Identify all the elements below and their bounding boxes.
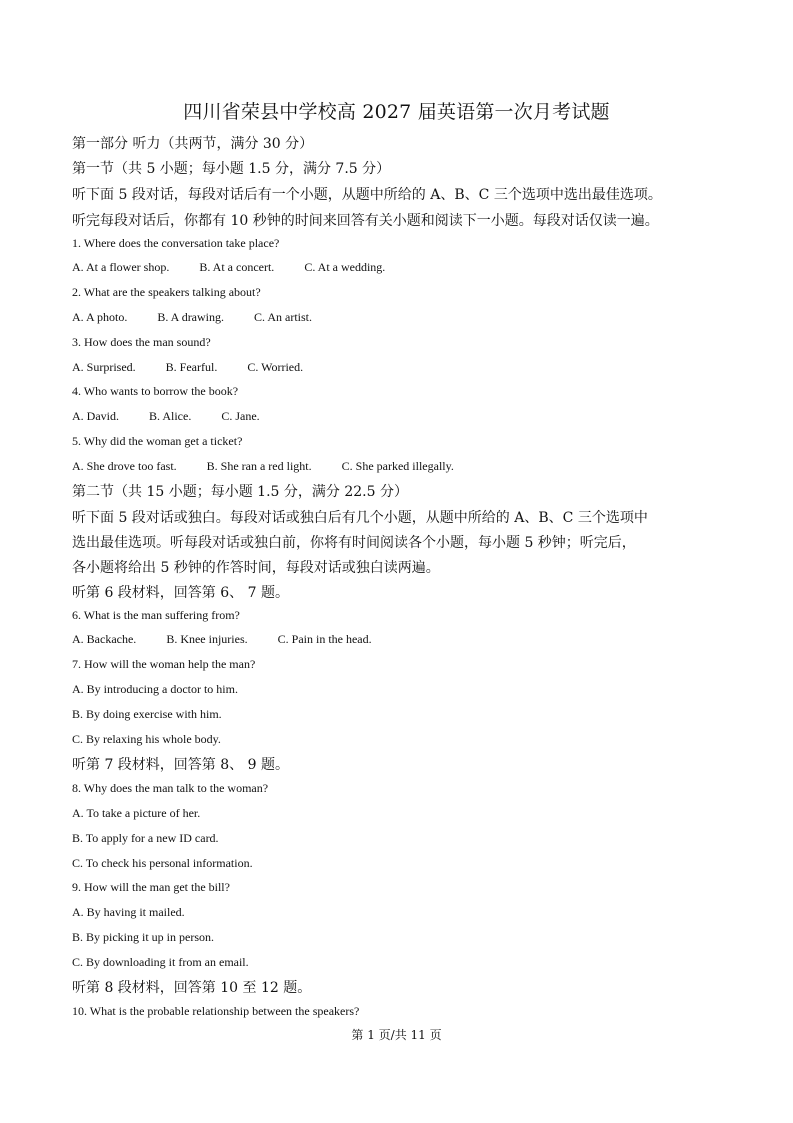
option: B. At a concert. — [199, 260, 275, 274]
option: C. She parked illegally. — [341, 459, 454, 473]
question: 5. Why did the woman get a ticket? — [72, 434, 243, 448]
question: 8. Why does the man talk to the woman? — [72, 781, 269, 795]
option: B. Knee injuries. — [166, 632, 248, 646]
material-heading: 听第 8 段材料，回答第 10 至 12 题。 — [72, 980, 312, 996]
option: C. By downloading it from an email. — [72, 955, 249, 969]
instruction: 听下面 5 段对话或独白。每段对话或独白后有几个小题，从题中所给的 A、B、C 三个选项中 — [72, 510, 648, 526]
question: 9. How will the man get the bill? — [72, 880, 230, 894]
question: 10. What is the probable relationship between the speakers? — [72, 1004, 360, 1018]
question: 3. How does the man sound? — [72, 335, 211, 349]
section-heading: 第二节（共 15 小题；每小题 1.5 分，满分 22.5 分） — [72, 484, 408, 500]
option: B. To apply for a new ID card. — [72, 831, 219, 845]
section-heading: 第一节（共 5 小题；每小题 1.5 分，满分 7.5 分） — [72, 161, 391, 177]
option: B. A drawing. — [157, 310, 225, 324]
option: B. By doing exercise with him. — [72, 707, 222, 721]
option: A. A photo. — [72, 310, 128, 324]
option: C. Jane. — [221, 409, 260, 423]
instruction: 听下面 5 段对话，每段对话后有一个小题，从题中所给的 A、B、C 三个选项中选出最佳选项。 — [72, 187, 662, 203]
answer-options — [72, 360, 303, 375]
option: A. By introducing a doctor to him. — [72, 682, 238, 696]
option: A. To take a picture of her. — [72, 806, 201, 820]
answer-options — [72, 260, 385, 275]
option: B. She ran a red light. — [206, 459, 312, 473]
question: 6. What is the man suffering from? — [72, 608, 240, 622]
option: A. David. — [72, 409, 119, 423]
instruction: 各小题将给出 5 秒钟的作答时间，每段对话或独白读两遍。 — [72, 560, 440, 576]
answer-options — [72, 459, 454, 474]
question: 4. Who wants to borrow the book? — [72, 384, 239, 398]
option: A. Surprised. — [72, 360, 136, 374]
instruction: 选出最佳选项。听每段对话或独白前，你将有时间阅读各个小题，每小题 5 秒钟；听完后， — [72, 535, 636, 551]
option: A. She drove too fast. — [72, 459, 177, 473]
part-heading: 第一部分 听力（共两节，满分 30 分） — [72, 136, 314, 152]
option: C. Worried. — [247, 360, 304, 374]
option: C. To check his personal information. — [72, 856, 253, 870]
question: 7. How will the woman help the man? — [72, 657, 256, 671]
answer-options — [72, 409, 260, 424]
option: B. Fearful. — [165, 360, 218, 374]
instruction: 听完每段对话后，你都有 10 秒钟的时间来回答有关小题和阅读下一小题。每段对话仅读一遍。 — [72, 213, 659, 229]
option: C. By relaxing his whole body. — [72, 732, 221, 746]
answer-options — [72, 632, 372, 647]
option: C. An artist. — [254, 310, 313, 324]
option: A. At a flower shop. — [72, 260, 170, 274]
material-heading: 听第 7 段材料，回答第 8、 9 题。 — [72, 757, 289, 773]
option: A. Backache. — [72, 632, 137, 646]
answer-options — [72, 310, 312, 325]
page-title: 四川省荣县中学校高 2027 届英语第一次月考试题 — [183, 101, 610, 123]
question: 1. Where does the conversation take place? — [72, 236, 280, 250]
option: C. At a wedding. — [304, 260, 386, 274]
option: B. By picking it up in person. — [72, 930, 214, 944]
option: C. Pain in the head. — [277, 632, 372, 646]
page-number: 第 1 页/共 11 页 — [351, 1028, 442, 1042]
question: 2. What are the speakers talking about? — [72, 285, 261, 299]
option: A. By having it mailed. — [72, 905, 185, 919]
material-heading: 听第 6 段材料，回答第 6、 7 题。 — [72, 585, 289, 601]
option: B. Alice. — [149, 409, 192, 423]
